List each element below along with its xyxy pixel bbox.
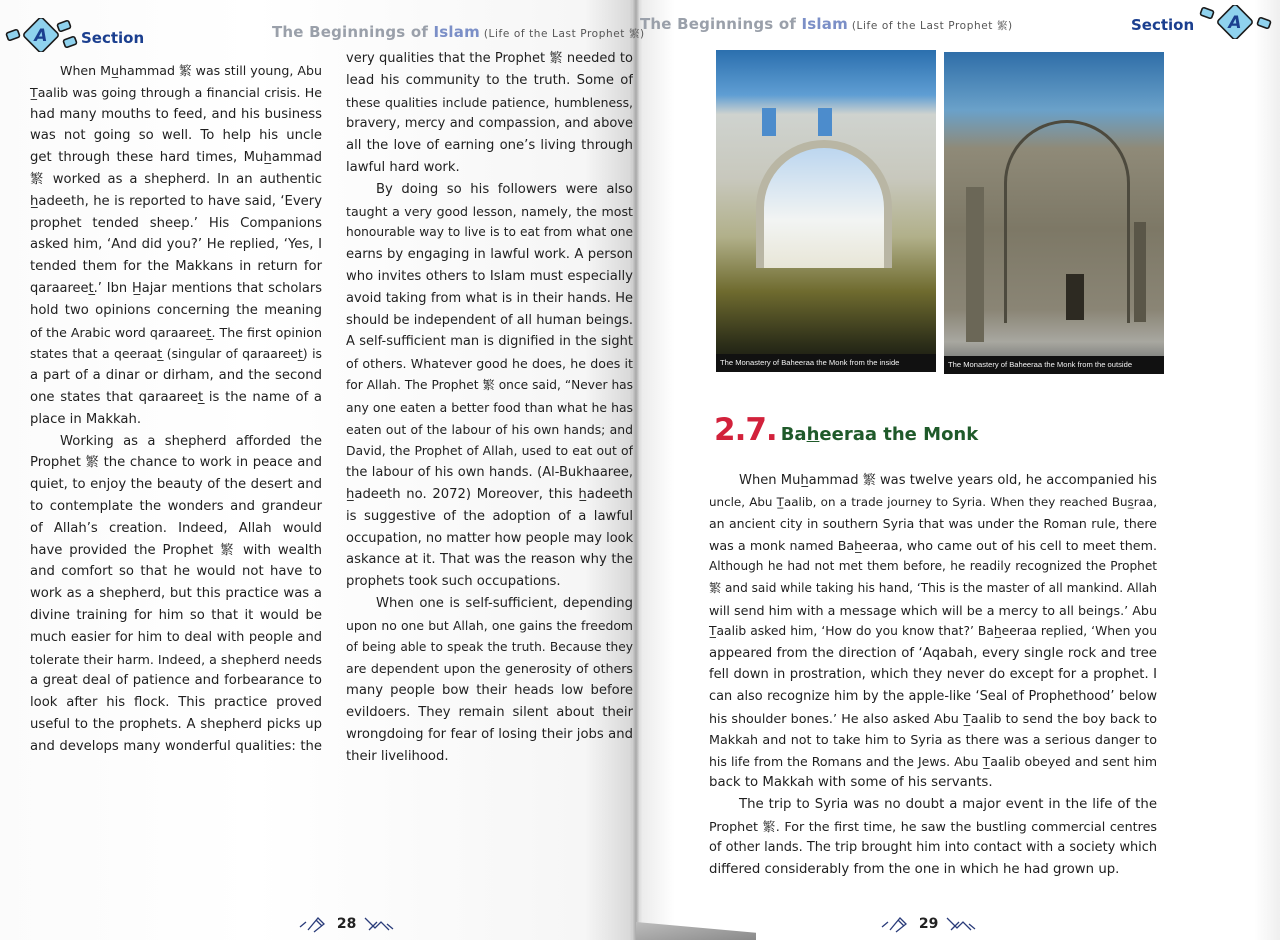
left-column-text — [30, 60, 322, 758]
text-line: and develops many wonderful qualities: the — [30, 738, 322, 754]
text-line: When Muh̲ammad 繁 was twelve years old, he accompanied his — [739, 473, 1157, 488]
text-line: who invites others to Islam must especially — [346, 268, 633, 284]
text-line: honourable way to live is to eat from what one — [346, 225, 633, 240]
running-title-islam: Islam — [801, 15, 848, 33]
text-line: By doing so his followers were also — [376, 181, 633, 197]
text-line: earns by engaging in lawful work. A person — [346, 247, 633, 263]
running-head-left — [272, 22, 645, 41]
book-gutter — [632, 0, 640, 940]
section-heading — [714, 412, 978, 448]
text-line: was not going so well. To help his uncle — [30, 128, 322, 144]
running-head-right — [640, 14, 1013, 33]
text-line: lawful hard work. — [346, 159, 460, 175]
text-line: hold two opinions concerning the meaning — [30, 302, 322, 318]
text-line: quiet, to enjoy the beauty of the desert and — [30, 477, 322, 493]
photo-monastery-outside — [944, 52, 1164, 374]
section-label: Section — [1131, 16, 1195, 34]
text-line: bravery, mercy and compassion, and above — [346, 116, 633, 132]
middle-column-text — [346, 48, 633, 767]
text-line: back to Makkah with some of his servants. — [709, 775, 993, 791]
text-line: of being able to speak the truth. Because they — [346, 639, 633, 654]
text-line: useful to the prophets. A shepherd picks up — [30, 716, 322, 732]
text-line: Makkah and not to take him to Syria as there was a serious danger to — [709, 732, 1157, 748]
text-line: of Allah’s creation. Indeed, Allah would — [30, 520, 322, 536]
right-column-text — [709, 470, 1157, 880]
text-line: Although he had not met them before, he readily recognized the Prophet — [709, 559, 1157, 574]
text-line: his shoulder bones.’ He also asked Abu T̲aalib to send the boy back to — [709, 710, 1157, 726]
text-line: prophets took such occupations. — [346, 574, 561, 590]
logo-letter: A — [34, 26, 48, 46]
text-line: have provided the Prophet 繁 with wealth — [30, 542, 322, 558]
ruin-pillar — [1134, 222, 1146, 322]
logo-letter: A — [1228, 13, 1242, 33]
text-line: work as a shepherd, but this practice was a — [30, 586, 322, 602]
text-line: h̲adeeth, he is reported to have said, ‘Every — [30, 193, 322, 209]
section-number: 2.7. — [714, 412, 777, 448]
text-line: these qualities include patience, humbleness, — [346, 94, 633, 110]
text-line: Working as a shepherd afforded the — [60, 433, 322, 449]
text-line: very qualities that the Prophet 繁 needed to — [346, 51, 633, 66]
text-line: tolerate their harm. Indeed, a shepherd needs — [30, 651, 322, 667]
section-a-logo-icon — [4, 18, 80, 52]
text-line: states that a qeeraat̲ (singular of qaraareet̲) is — [30, 346, 322, 362]
text-line: eaten out of the labour of his own hands; and — [346, 421, 633, 437]
section-a-logo-icon — [1198, 5, 1274, 39]
running-title-islam: Islam — [433, 23, 480, 41]
text-line: askance at it. That was the reason why the — [346, 552, 633, 568]
text-line: T̲aalib was going through a financial crisis. He — [30, 84, 322, 100]
text-line: of the Arabic word qaraareet̲. The first opinion — [30, 324, 322, 340]
text-line: the labour of his own hands. (Al-Bukhaaree, — [346, 465, 633, 481]
page-number-right — [880, 915, 977, 933]
text-line: Prophet 繁 the chance to work in peace and — [30, 455, 322, 471]
text-line: all the love of earning one’s living through — [346, 138, 633, 154]
text-line: to contemplate the wonders and grandeur — [30, 498, 322, 514]
text-line: fell down in prostration, which they never do except for a prophet. I — [709, 667, 1157, 683]
text-line: h̲adeeth no. 2072) Moreover, this h̲adeeth — [346, 486, 633, 502]
text-line: a great deal of patience and forbearance to — [30, 673, 322, 689]
text-line: a part of a dinar or dirham, and the second — [30, 368, 322, 384]
text-line: uncle, Abu T̲aalib, on a trade journey to Syria. When they reached Bus̲raa, — [709, 494, 1157, 509]
page-number: 28 — [336, 916, 357, 932]
photo-monastery-inside — [716, 50, 936, 372]
section-title: Baheeraa the Monk — [780, 424, 979, 445]
photo-caption: The Monastery of Baheeraa the Monk from the outside — [944, 356, 1164, 374]
text-line: can also recognize him by the apple-like ‘Seal of Prophethood’ below — [709, 688, 1157, 704]
text-line: their livelihood. — [346, 748, 449, 764]
text-line: lead his community to the truth. Some of — [346, 72, 633, 88]
text-line: one states that qaraareet̲ is the name of a — [30, 389, 322, 405]
text-line: upon no one but Allah, one gains the freedom — [346, 617, 633, 633]
ruin-window — [762, 108, 776, 136]
ornament-right-icon — [943, 915, 977, 933]
text-line: any one eaten a better food than what he has — [346, 399, 633, 415]
text-line: When one is self-sufficient, depending — [376, 595, 633, 611]
ornament-left-icon — [298, 915, 332, 933]
text-line: avoid taking from what is in their hands. He — [346, 290, 633, 306]
text-line: Prophet 繁. For the first time, he saw the bustling commercial centres — [709, 818, 1157, 834]
photo-caption: The Monastery of Baheeraa the Monk from the inside — [716, 354, 936, 372]
ornament-right-icon — [361, 915, 395, 933]
text-line: wrongdoing for fear of losing their jobs and — [346, 726, 633, 742]
text-line: much easier for him to deal with people and — [30, 629, 322, 645]
text-line: place in Makkah. — [30, 411, 142, 427]
page-number-left — [298, 915, 395, 933]
ruin-arch — [756, 140, 892, 268]
running-title: The Beginnings of — [640, 15, 802, 33]
text-line: qaraareet̲.’ Ibn H̲ajar mentions that scholars — [30, 280, 322, 296]
text-line: is suggestive of the adoption of a lawful — [346, 508, 633, 524]
text-line: 繁 worked as a shepherd. In an authentic — [30, 171, 322, 187]
text-line: are dependent upon the generosity of others — [346, 661, 633, 677]
text-line: evildoers. They remain silent about their — [346, 704, 633, 720]
text-line: was a monk named Bah̲eeraa, who came out of his cell to meet them. — [709, 537, 1157, 553]
text-line: had many mouths to feed, and his business — [30, 106, 322, 122]
text-line: T̲aalib asked him, ‘How do you know that?’ Bah̲eeraa replied, ‘When you — [709, 624, 1157, 639]
text-line: of other lands. The trip brought him into contact with a society which — [709, 840, 1157, 856]
text-line: get through these hard times, Muh̲ammad — [30, 150, 322, 166]
text-line: taught a very good lesson, namely, the most — [346, 203, 633, 219]
ruin-door — [1066, 274, 1084, 320]
text-line: differed considerably from the one in which he had grown up. — [709, 861, 1120, 877]
text-line: occupation, no matter how people may look — [346, 530, 633, 546]
ornament-left-icon — [880, 915, 914, 933]
text-line: The trip to Syria was no doubt a major event in the life of the — [739, 796, 1157, 812]
text-line: divine training for him so that it would be — [30, 607, 322, 623]
running-subtitle: (Life of the Last Prophet 繁) — [847, 20, 1013, 32]
text-line: for Allah. The Prophet 繁 once said, “Never has — [346, 377, 633, 392]
text-line: A self-sufficient man is dignified in the sight — [346, 334, 633, 350]
page-number: 29 — [918, 916, 939, 932]
text-line: look after his flock. This practice proved — [30, 695, 322, 711]
text-line: David, the Prophet of Allah, used to eat out of — [346, 443, 633, 459]
ruin-pillar — [966, 187, 984, 342]
running-title: The Beginnings of — [272, 23, 434, 41]
text-line: an ancient city in southern Syria that was under the Roman rule, there — [709, 516, 1157, 532]
ruin-window — [818, 108, 832, 136]
section-label: Section — [81, 29, 145, 47]
running-subtitle: (Life of the Last Prophet 繁) — [479, 28, 645, 40]
text-line: should be independent of all human beings. — [346, 312, 633, 328]
text-line: When Mu̲hammad 繁 was still young, Abu — [60, 63, 322, 78]
text-line: of others. Whatever good he does, he does it — [346, 356, 633, 372]
text-line: asked him, ‘And did you?’ He replied, ‘Yes, I — [30, 237, 322, 253]
text-line: his life from the Romans and the Jews. Abu T̲aalib obeyed and sent him — [709, 753, 1157, 769]
text-line: many people bow their heads low before — [346, 683, 633, 699]
text-line: prophet tended sheep.’ His Companions — [30, 215, 322, 231]
text-line: tended them for the Makkans in return for — [30, 259, 322, 275]
text-line: and comfort so that he would not have to — [30, 564, 322, 580]
text-line: will send him with a message which will be a mercy to all beings.’ Abu — [709, 602, 1157, 618]
text-line: appeared from the direction of ‘Aqabah, every single rock and tree — [709, 645, 1157, 661]
text-line: 繁 and said while taking his hand, ‘This is the master of all mankind. Allah — [709, 580, 1157, 595]
